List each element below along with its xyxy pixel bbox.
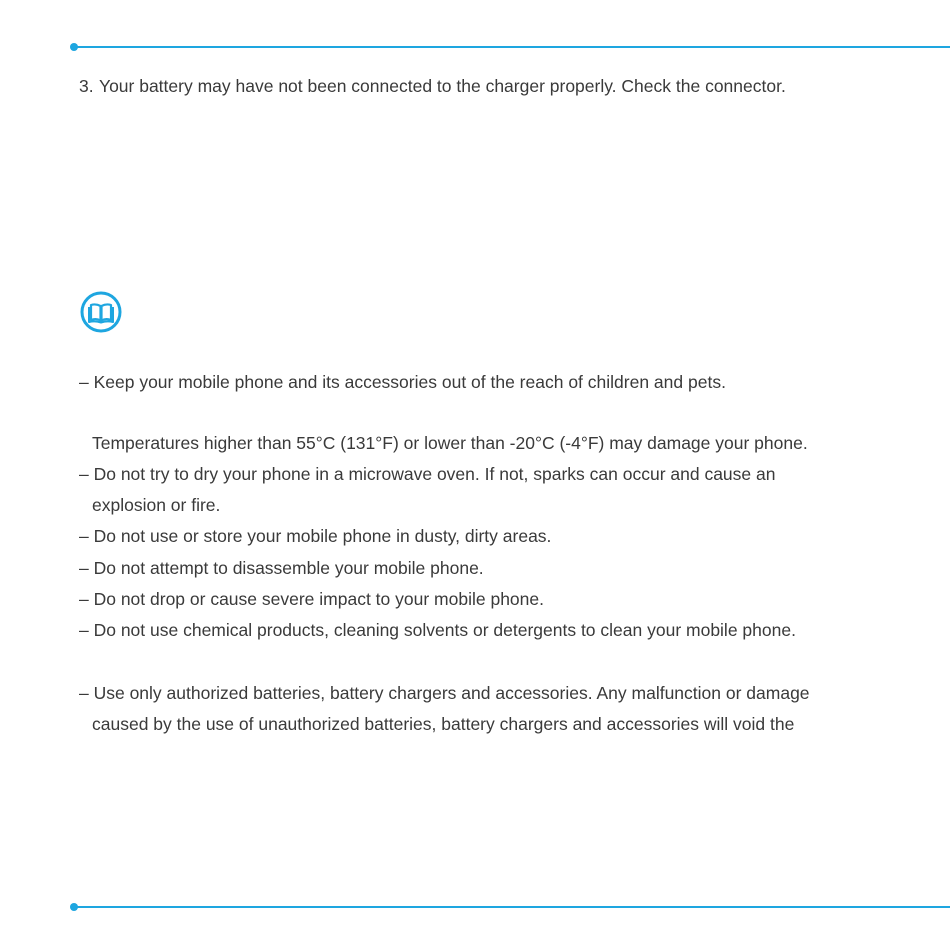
step-number: 3. — [79, 76, 94, 96]
safety-item-chemicals: – Do not use chemical products, cleaning solvents or detergents to clean your mobile phone. — [79, 620, 796, 640]
safety-item-temperature: Temperatures higher than 55°C (131°F) or lower than -20°C (-4°F) may damage your phone. — [92, 433, 808, 453]
safety-item-microwave: – Do not try to dry your phone in a microwave oven. If not, sparks can occur and cause an — [79, 464, 776, 484]
step-text: Your battery may have not been connected to the charger properly. Check the connector. — [99, 76, 786, 96]
safety-item-dust: – Do not use or store your mobile phone in dusty, dirty areas. — [79, 526, 552, 546]
safety-item-disassemble: – Do not attempt to disassemble your mobile phone. — [79, 558, 484, 578]
safety-item-microwave-cont: explosion or fire. — [92, 495, 221, 515]
book-icon — [80, 291, 122, 333]
top-divider — [74, 46, 950, 48]
safety-item-authorized: – Use only authorized batteries, battery chargers and accessories. Any malfunction or damage — [79, 683, 810, 703]
troubleshoot-step-3 — [79, 75, 786, 97]
safety-item-authorized-cont: caused by the use of unauthorized batteries, battery chargers and accessories will void the — [92, 714, 795, 734]
bottom-divider — [74, 906, 950, 908]
safety-item-drop: – Do not drop or cause severe impact to your mobile phone. — [79, 589, 544, 609]
safety-item-children-pets: – Keep your mobile phone and its accessories out of the reach of children and pets. — [79, 372, 726, 392]
